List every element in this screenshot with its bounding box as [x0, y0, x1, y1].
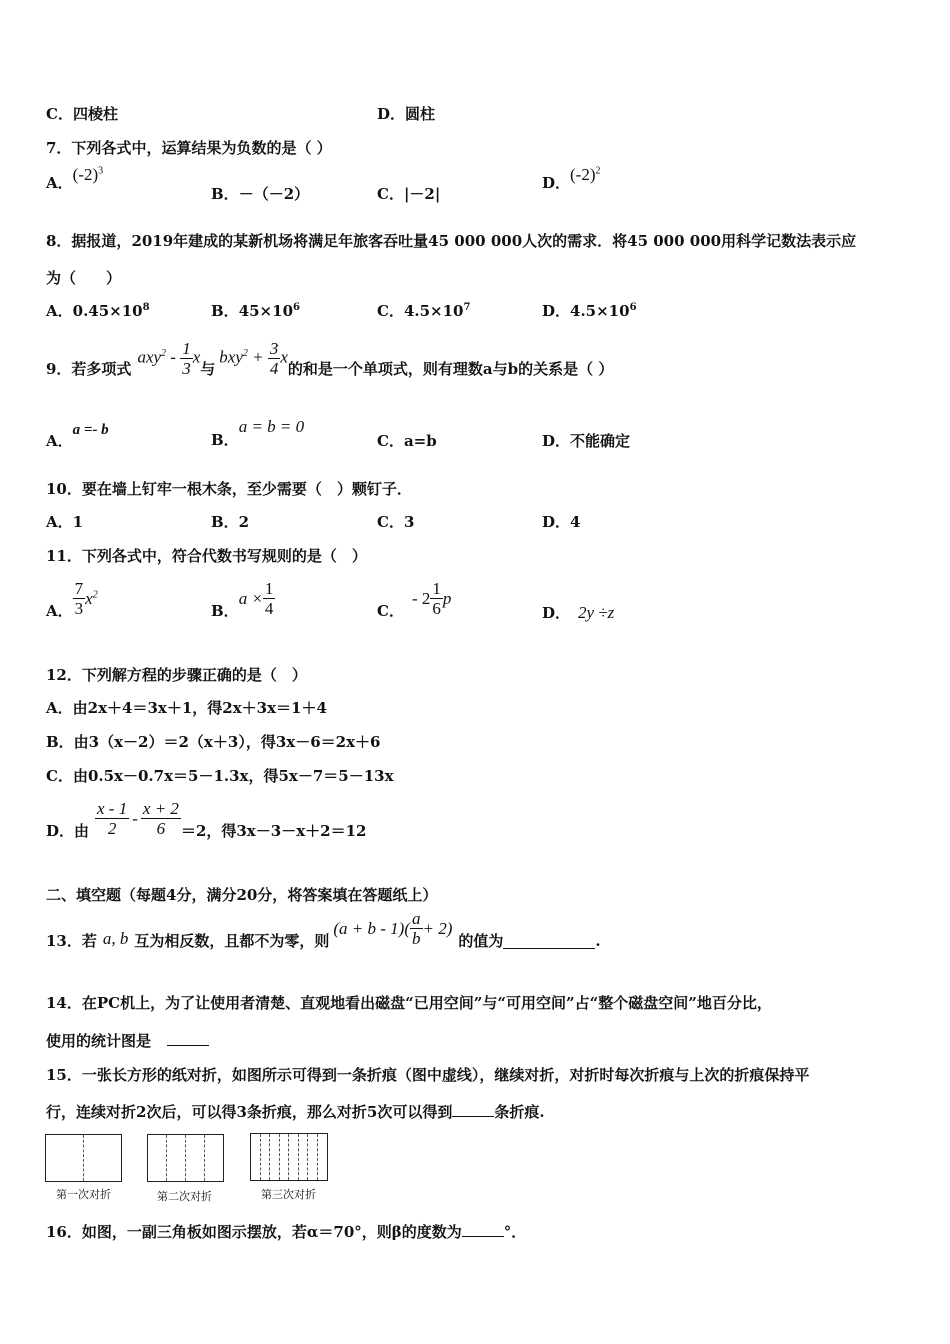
q8-option-c: C．$4.5\times 10^7$ [377, 302, 471, 320]
q14-stem-line1: 14．在PC机上，为了让使用者清楚、直观地看出磁盘“已用空间”与“可用空间”占“整个磁盘空间”地百分比， [46, 994, 772, 1012]
q13-stem: 13．若 a, b 互为相反数，且都不为零，则 (a + b - 1)( $\frac{a}{b}$ + 2) 的值为 . [46, 909, 601, 950]
q15-stem-line2: 行，连续对折2次后，可以得3条折痕，那么对折5次可以得到 条折痕. [46, 1103, 545, 1121]
q13-answer-blank[interactable] [503, 933, 595, 949]
q10-option-b: B．2 [211, 513, 250, 531]
q16-answer-blank[interactable] [462, 1222, 504, 1237]
q11-option-c: C． - 2 $\frac{1}{6}$ p [377, 579, 452, 620]
q12-option-d: D．由 $\frac{x - 1}{2}$ - $\frac{x + 2}{6}$ ＝2，得3x－3－x＋2＝12 [46, 799, 367, 840]
fold-caption-1: 第一次对折 [56, 1188, 111, 1201]
q9-option-a: A．a =- b [46, 422, 109, 450]
q10-option-d: D．4 [542, 513, 581, 531]
q9-poly1: axy$^2$ - $\frac{1}{3}$ x [137, 338, 201, 378]
q11-option-b: B． a × $\frac{1}{4}$ [211, 579, 274, 620]
q8-option-b: B．$45\times 10^6$ [211, 302, 300, 320]
q9-option-d: D．不能确定 [542, 432, 631, 450]
q11-stem: 11．下列各式中，符合代数书写规则的是（ ） [46, 547, 367, 565]
q10-option-c: C．3 [377, 513, 415, 531]
q8-option-d: D．$4.5\times 10^6$ [542, 302, 637, 320]
q7-option-a: A．$(-2)^3$ [46, 165, 104, 192]
q14-answer-blank[interactable] [167, 1031, 209, 1046]
q12-option-a: A．由2x＋4＝3x＋1，得2x＋3x＝1＋4 [46, 699, 327, 717]
q15-answer-blank[interactable] [452, 1102, 494, 1117]
q9-stem: 9．若多项式 axy$^2$ - $\frac{1}{3}$ x 与 bxy$^2$ + $\frac{3}{4}$ x 的和是一个单项式，则有理数a与b的关系是（ ） [46, 338, 614, 378]
q9-option-b: B．a = b = 0 [211, 417, 305, 449]
q7-stem: 7．下列各式中，运算结果为负数的是（ ） [46, 139, 332, 157]
q11-option-a: A． $\frac{7}{3}$ $x^2$ [46, 579, 98, 620]
q12-option-b: B．由3（x－2）＝2（x＋3），得3x－6＝2x＋6 [46, 733, 381, 751]
q11-option-d: D． 2y ÷z [542, 603, 615, 622]
q8-stem-line2: 为（ ） [46, 269, 122, 287]
q15-stem-line1: 15．一张长方形的纸对折，如图所示可得到一条折痕（图中虚线），继续对折，对折时每次折痕与上次的折痕保持平 [46, 1066, 810, 1084]
q8-stem-line1: 8．据报道，2019年建成的某新机场将满足年旅客吞吐量45 000 000人次的需求．将45 000 000用科学记数法表示应 [46, 232, 857, 250]
q6-option-c: C．四棱柱 [46, 105, 118, 123]
q14-stem-line2: 使用的统计图是 [46, 1030, 209, 1051]
q7-option-d: D．$(-2)^2$ [542, 165, 601, 192]
q7-option-c: C．|－2| [377, 185, 441, 203]
fold-caption-3: 第三次对折 [261, 1188, 316, 1201]
q10-stem: 10．要在墙上钉牢一根木条，至少需要（ ）颗钉子． [46, 480, 412, 498]
q10-option-a: A．1 [46, 513, 84, 531]
q12-stem: 12．下列解方程的步骤正确的是（ ） [46, 666, 307, 684]
fold-caption-2: 第二次对折 [157, 1190, 212, 1203]
q9-option-c: C．a=b [377, 432, 437, 450]
q7-option-b: B．－（－2） [211, 185, 310, 203]
q8-option-a: A．$0.45\times 10^8$ [46, 302, 150, 320]
q12-option-c: C．由0.5x－0.7x＝5－1.3x，得5x－7＝5－13x [46, 767, 394, 785]
q9-poly2: bxy$^2$ + $\frac{3}{4}$ x [219, 338, 288, 378]
section-fill-in-title: 二、填空题（每题4分，满分20分，将答案填在答题纸上） [46, 886, 438, 904]
q16-stem: 16．如图，一副三角板如图示摆放，若α＝70°，则β的度数为 °． [46, 1223, 527, 1241]
q6-option-d: D．圆柱 [377, 105, 436, 123]
